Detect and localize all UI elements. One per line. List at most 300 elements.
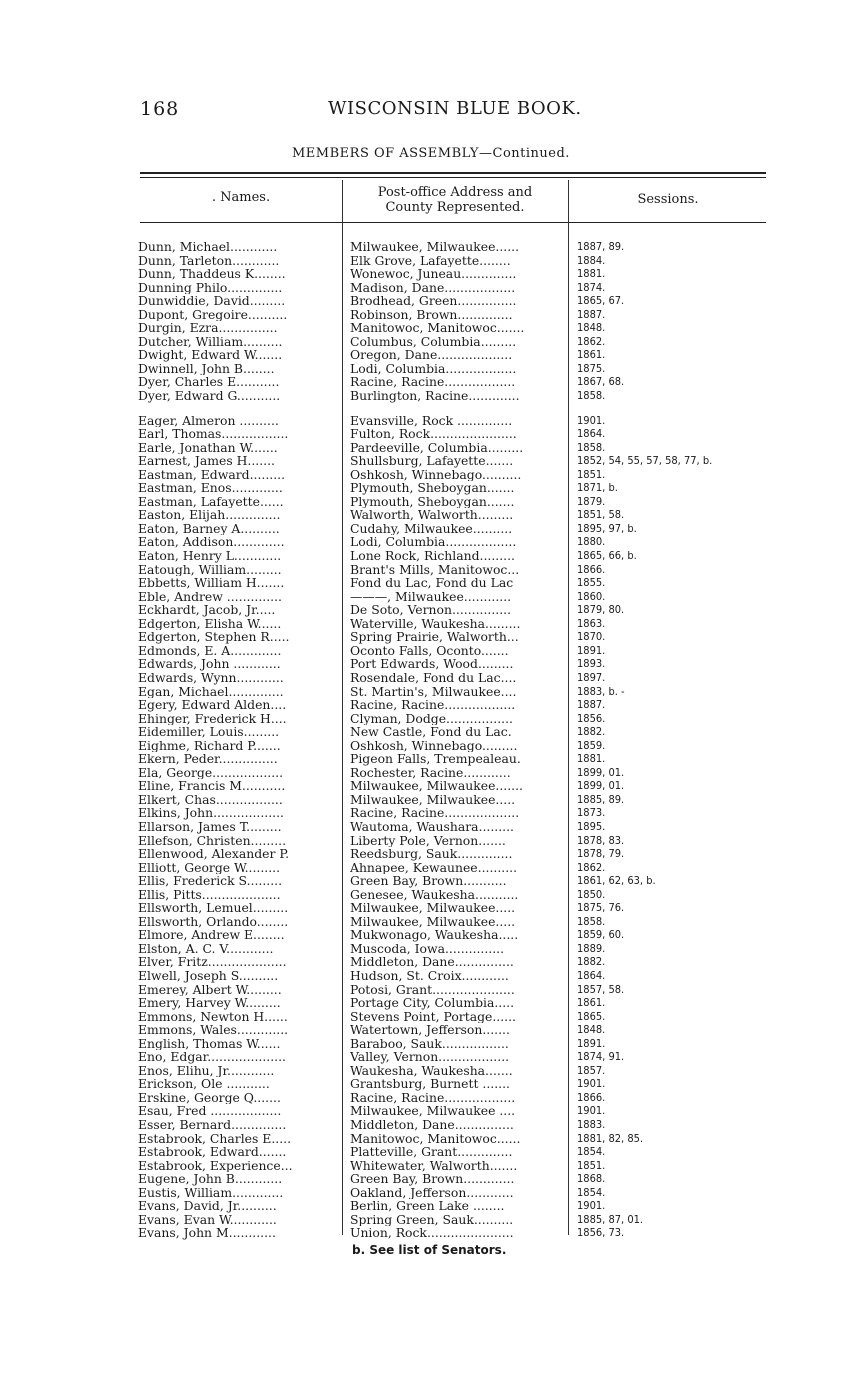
member-name: Estabrook, Experience... (138, 1158, 293, 1173)
member-sessions: 1881. (577, 267, 606, 281)
member-address: Valley, Vernon.................. (350, 1050, 510, 1064)
member-sessions: 1854. (577, 1185, 606, 1199)
table-row (0, 308, 859, 322)
member-name: Easton, Elijah.............. (138, 508, 281, 522)
member-address: Pigeon Falls, Trempealeau. (350, 752, 521, 766)
member-address: Genesee, Waukesha........... (350, 887, 519, 902)
table-row (0, 1077, 859, 1091)
table-row (0, 1023, 859, 1037)
member-name: Dutcher, William.......... (138, 334, 283, 349)
table-row (0, 752, 859, 766)
member-address: Clyman, Dodge................. (350, 711, 513, 726)
page-number: 168 (140, 98, 180, 120)
table-row (0, 294, 859, 308)
member-name: Dunwiddie, David......... (138, 294, 286, 308)
member-address: Potosi, Grant..................... (350, 982, 515, 997)
member-address: Milwaukee, Milwaukee..... (350, 792, 516, 807)
member-sessions: 1862. (577, 860, 606, 874)
table-row (0, 495, 859, 509)
table-row (0, 563, 859, 577)
member-sessions: 1881, 82, 85. (577, 1131, 644, 1145)
member-name: Eno, Edgar.................... (138, 1050, 286, 1064)
table-row (0, 1010, 859, 1024)
member-name: Ela, George.................. (138, 765, 284, 780)
member-name: Enos, Elihu, Jr............ (138, 1063, 275, 1078)
member-address: Plymouth, Sheboygan....... (350, 494, 515, 509)
member-address: Baraboo, Sauk................. (350, 1036, 509, 1051)
member-name: Ellis, Frederick S......... (138, 874, 283, 888)
table-row (0, 1064, 859, 1078)
member-sessions: 1851. (577, 1158, 606, 1172)
table-row (0, 414, 859, 428)
member-address: Stevens Point, Portage...... (350, 1009, 516, 1024)
member-sessions: 1865. (577, 1009, 606, 1023)
member-sessions: 1871, b. (577, 481, 618, 495)
member-name: Ellenwood, Alexander P. (138, 847, 290, 861)
member-sessions: 1859, 60. (577, 928, 625, 942)
member-sessions: 1861, 62, 63, b. (577, 874, 656, 888)
member-name: Elston, A. C. V............ (138, 941, 274, 956)
member-sessions: 1895, 97, b. (577, 521, 637, 535)
top-double-rule (140, 172, 766, 174)
member-address: Whitewater, Walworth....... (350, 1158, 518, 1173)
member-address: Cudahy, Milwaukee.......... (350, 521, 513, 536)
member-sessions: 1859. (577, 738, 606, 752)
member-sessions: 1854. (577, 1145, 606, 1159)
table-row (0, 1199, 859, 1213)
member-address: Liberty Pole, Vernon....... (350, 833, 506, 848)
member-name: Esser, Bernard.............. (138, 1118, 287, 1132)
member-address: Oregon, Dane................... (350, 348, 513, 362)
table-row (0, 1186, 859, 1200)
member-sessions: 1856. (577, 711, 606, 725)
member-address: Portage City, Columbia..... (350, 996, 515, 1010)
table-row (0, 820, 859, 834)
table-row (0, 549, 859, 563)
member-sessions: 1874, 91. (577, 1050, 625, 1064)
member-name: Egery, Edward Alden.... (138, 698, 287, 712)
table-row (0, 321, 859, 335)
table-row (0, 942, 859, 956)
member-address: Manitowoc, Manitowoc...... (350, 1131, 521, 1146)
member-name: Edgerton, Elisha W...... (138, 616, 282, 631)
table-row (0, 874, 859, 888)
member-address: Wautoma, Waushara......... (350, 819, 514, 834)
member-address: Fond du Lac, Fond du Lac (350, 576, 514, 590)
member-name: Ellarson, James T......... (138, 819, 282, 834)
member-name: Edwards, John ............ (138, 657, 281, 671)
member-sessions: 1883, b. - (577, 684, 625, 698)
member-sessions: 1860. (577, 589, 606, 603)
member-name: Elkert, Chas................. (138, 792, 283, 807)
table-row (0, 779, 859, 793)
member-name: Evans, John M............ (138, 1226, 276, 1240)
member-sessions: 1875, 76. (577, 901, 625, 915)
member-name: Ellis, Pitts.................... (138, 887, 281, 902)
footnote: b. See list of Senators. (352, 1243, 507, 1257)
member-name: Elver, Fritz.................... (138, 955, 287, 969)
table-row (0, 698, 859, 712)
member-group (0, 414, 859, 1240)
member-name: Eastman, Edward......... (138, 467, 286, 482)
table-row (0, 834, 859, 848)
member-name: Ekern, Peder............... (138, 752, 278, 766)
member-name: Earl, Thomas................. (138, 427, 289, 441)
member-sessions: 1901. (577, 1104, 606, 1118)
table-row (0, 766, 859, 780)
member-name: Emmons, Newton H...... (138, 1009, 288, 1024)
table-row (0, 983, 859, 997)
member-group (0, 240, 859, 403)
member-address: Plymouth, Sheboygan....... (350, 481, 515, 495)
member-name: Eckhardt, Jacob, Jr..... (138, 603, 276, 617)
member-name: Dunn, Michael............ (138, 240, 278, 254)
member-name: Eugene, John B............ (138, 1172, 283, 1186)
member-sessions: 1887. (577, 698, 606, 712)
member-address: Grantsburg, Burnett ....... (350, 1077, 510, 1091)
member-sessions: 1851, 58. (577, 508, 625, 522)
member-address: Elk Grove, Lafayette........ (350, 253, 511, 268)
member-sessions: 1861. (577, 996, 606, 1010)
member-address: Port Edwards, Wood......... (350, 657, 514, 671)
member-address: Middleton, Dane............... (350, 955, 514, 969)
member-sessions: 1875. (577, 361, 606, 375)
member-sessions: 1882. (577, 955, 606, 969)
table-row (0, 1145, 859, 1159)
member-name: Eidemiller, Louis......... (138, 725, 280, 739)
table-row (0, 335, 859, 349)
member-address: Walworth, Walworth......... (350, 508, 514, 522)
member-address: Racine, Racine.................. (350, 698, 516, 712)
table-row (0, 725, 859, 739)
table-row (0, 955, 859, 969)
member-address: Green Bay, Brown........... (350, 874, 507, 888)
member-name: Ehinger, Frederick H.... (138, 711, 287, 726)
member-name: Eastman, Lafayette...... (138, 494, 284, 509)
member-sessions: 1889. (577, 941, 606, 955)
member-name: Dwinnell, John B........ (138, 361, 275, 376)
member-name: Eline, Francis M........... (138, 779, 286, 793)
member-name: Eaton, Henry L............ (138, 549, 282, 563)
column-header-address-line2: County Represented. (385, 200, 525, 215)
member-sessions: 1901. (577, 413, 606, 427)
member-sessions: 1873. (577, 806, 606, 820)
members-table (0, 240, 859, 1251)
member-address: Oshkosh, Winnebago......... (350, 738, 518, 753)
member-sessions: 1865, 67. (577, 294, 625, 308)
header-bottom-rule (140, 222, 766, 223)
member-name: Earnest, James H....... (138, 454, 275, 468)
member-sessions: 1897. (577, 670, 606, 684)
member-address: Rochester, Racine............ (350, 765, 511, 780)
table-row (0, 617, 859, 631)
table-row (0, 590, 859, 604)
member-name: Dunn, Tarleton............ (138, 253, 280, 268)
member-address: Milwaukee, Milwaukee..... (350, 914, 516, 929)
member-sessions: 1863. (577, 616, 606, 630)
member-name: Erickson, Ole ........... (138, 1077, 270, 1091)
table-row (0, 915, 859, 929)
member-address: Waterville, Waukesha......... (350, 616, 521, 631)
column-header-address-line1: Post-office Address and (377, 185, 533, 200)
member-sessions: 1891. (577, 643, 606, 657)
member-name: English, Thomas W...... (138, 1036, 281, 1051)
member-name: Dunning Philo.............. (138, 280, 283, 295)
member-sessions: 1866. (577, 1090, 606, 1104)
member-address: Reedsburg, Sauk.............. (350, 847, 513, 861)
member-sessions: 1879, 80. (577, 603, 625, 617)
member-name: Esau, Fred .................. (138, 1104, 282, 1118)
member-name: Egan, Michael.............. (138, 684, 284, 699)
member-address: Evansville, Rock .............. (350, 413, 513, 428)
member-name: Elmore, Andrew E........ (138, 928, 285, 942)
member-name: Durgin, Ezra............... (138, 321, 278, 335)
member-address: Oconto Falls, Oconto....... (350, 643, 509, 658)
table-row (0, 685, 859, 699)
member-name: Ellefson, Christen......... (138, 833, 287, 848)
member-address: Rosendale, Fond du Lac.... (350, 670, 517, 685)
column-header-address (344, 185, 566, 215)
member-name: Elwell, Joseph S.......... (138, 968, 279, 983)
member-address: Madison, Dane.................. (350, 280, 516, 295)
member-sessions: 1848. (577, 1023, 606, 1037)
member-name: Eighme, Richard P....... (138, 738, 281, 753)
member-name: Evans, Evan W............ (138, 1212, 277, 1227)
member-address: Middleton, Dane............... (350, 1118, 514, 1132)
member-address: Racine, Racine.................. (350, 1090, 516, 1105)
member-sessions: 1848. (577, 321, 606, 335)
member-address: Columbus, Columbia......... (350, 334, 517, 349)
member-address: Waukesha, Waukesha....... (350, 1063, 513, 1078)
table-row (0, 793, 859, 807)
member-address: Milwaukee, Milwaukee .... (350, 1104, 516, 1118)
member-name: Eager, Almeron .......... (138, 413, 279, 428)
member-name: Estabrook, Edward....... (138, 1145, 287, 1159)
member-sessions: 1878, 83. (577, 833, 625, 847)
member-name: Evans, David, Jr.......... (138, 1199, 277, 1213)
member-address: Watertown, Jefferson....... (350, 1023, 510, 1037)
table-row (0, 996, 859, 1010)
member-name: Earle, Jonathan W....... (138, 440, 278, 455)
table-row (0, 928, 859, 942)
member-address: Lodi, Columbia.................. (350, 535, 517, 550)
member-sessions: 1884. (577, 253, 606, 267)
member-address: Racine, Racine................... (350, 806, 520, 820)
member-name: Eastman, Enos............. (138, 481, 283, 495)
member-name: Ellsworth, Orlando........ (138, 914, 289, 929)
member-sessions: 1899, 01. (577, 779, 625, 793)
member-address: Brant's Mills, Manitowoc... (350, 562, 520, 577)
member-sessions: 1874. (577, 280, 606, 294)
table-row (0, 468, 859, 482)
member-sessions: 1850. (577, 887, 606, 901)
member-address: Berlin, Green Lake ........ (350, 1199, 505, 1213)
member-address: Hudson, St. Croix............ (350, 968, 509, 983)
table-row (0, 1104, 859, 1118)
member-sessions: 1901. (577, 1199, 606, 1213)
table-row (0, 657, 859, 671)
table-row (0, 362, 859, 376)
member-sessions: 1878, 79. (577, 847, 625, 861)
member-sessions: 1870. (577, 630, 606, 644)
member-name: Dupont, Gregoire.......... (138, 307, 288, 322)
member-sessions: 1883. (577, 1118, 606, 1131)
member-address: Spring Green, Sauk.......... (350, 1212, 514, 1227)
table-row (0, 1159, 859, 1173)
member-address: Lodi, Columbia.................. (350, 361, 517, 376)
member-name: Estabrook, Charles E..... (138, 1131, 292, 1146)
member-sessions: 1879. (577, 494, 606, 508)
member-name: Eatough, William......... (138, 562, 282, 577)
member-sessions: 1882. (577, 725, 606, 739)
member-address: Lone Rock, Richland......... (350, 549, 515, 563)
table-row (0, 1091, 859, 1105)
member-sessions: 1861. (577, 348, 606, 362)
member-name: Dyer, Charles E........... (138, 375, 280, 390)
table-row (0, 254, 859, 268)
member-name: Ebbetts, William H....... (138, 576, 285, 590)
column-header-sessions: Sessions. (637, 192, 699, 207)
member-name: Emery, Harvey W......... (138, 996, 281, 1010)
member-sessions: 1880. (577, 535, 606, 549)
member-address: Robinson, Brown.............. (350, 307, 513, 322)
member-sessions: 1895. (577, 819, 606, 833)
table-row (0, 1037, 859, 1051)
member-sessions: 1887. (577, 307, 606, 321)
table-row (0, 240, 859, 254)
member-name: Edmonds, E. A............. (138, 643, 282, 658)
member-sessions: 1856, 73. (577, 1226, 625, 1240)
member-sessions: 1857. (577, 1063, 606, 1077)
column-header-names: . Names. (211, 190, 271, 205)
member-address: Milwaukee, Milwaukee....... (350, 779, 523, 793)
member-address: Green Bay, Brown............. (350, 1172, 515, 1186)
member-sessions: 1866. (577, 562, 606, 576)
member-sessions: 1858. (577, 389, 606, 403)
member-address: Oshkosh, Winnebago.......... (350, 467, 522, 482)
member-sessions: 1851. (577, 467, 606, 481)
table-row (0, 969, 859, 983)
table-row (0, 712, 859, 726)
member-address: Ahnapee, Kewaunee.......... (350, 860, 518, 875)
member-name: Edwards, Wynn............ (138, 670, 284, 685)
member-address: Milwaukee, Milwaukee..... (350, 901, 516, 915)
table-row (0, 630, 859, 644)
table-row (0, 508, 859, 522)
table-row (0, 454, 859, 468)
member-name: Elliott, George W......... (138, 860, 281, 875)
table-row (0, 1118, 859, 1132)
member-name: Eaton, Addison............. (138, 535, 285, 550)
table-row (0, 739, 859, 753)
member-sessions: 1865, 66, b. (577, 549, 637, 563)
member-address: Muscoda, Iowa............... (350, 941, 505, 956)
member-name: Emerey, Albert W......... (138, 982, 282, 997)
table-row (0, 576, 859, 590)
table-row (0, 441, 859, 455)
member-address: Union, Rock...................... (350, 1226, 514, 1240)
page-title: WISCONSIN BLUE BOOK. (328, 98, 582, 119)
member-address: St. Martin's, Milwaukee.... (350, 684, 517, 699)
member-address: Brodhead, Green............... (350, 294, 517, 308)
member-sessions: 1899, 01. (577, 765, 625, 779)
table-row (0, 1050, 859, 1064)
member-sessions: 1887, 89. (577, 240, 625, 253)
member-sessions: 1862. (577, 334, 606, 348)
member-address: Fulton, Rock...................... (350, 427, 517, 441)
member-name: Ellsworth, Lemuel......... (138, 901, 289, 915)
member-name: Edgerton, Stephen R..... (138, 630, 290, 644)
member-name: Emmons, Wales............. (138, 1023, 289, 1037)
table-row (0, 348, 859, 362)
table-row (0, 671, 859, 685)
member-sessions: 1885, 87, 01. (577, 1212, 644, 1226)
table-row (0, 1213, 859, 1227)
table-row (0, 481, 859, 495)
member-name: Dwight, Edward W....... (138, 348, 283, 362)
member-address: Oakland, Jefferson............ (350, 1185, 514, 1200)
member-address: Mukwonago, Waukesha..... (350, 928, 519, 942)
member-sessions: 1893. (577, 657, 606, 671)
member-name: Eble, Andrew .............. (138, 589, 282, 604)
member-address: De Soto, Vernon............... (350, 603, 512, 617)
table-row (0, 888, 859, 902)
member-name: Elkins, John.................. (138, 806, 284, 820)
table-row (0, 644, 859, 658)
table-row (0, 847, 859, 861)
member-sessions: 1852, 54, 55, 57, 58, 77, b. (577, 454, 713, 468)
member-address: New Castle, Fond du Lac. (350, 725, 512, 739)
member-sessions: 1858. (577, 914, 606, 928)
member-name: Eustis, William............. (138, 1185, 284, 1200)
table-row (0, 267, 859, 281)
member-name: Dyer, Edward G........... (138, 389, 281, 403)
table-row (0, 901, 859, 915)
table-row (0, 603, 859, 617)
table-row (0, 281, 859, 295)
member-sessions: 1858. (577, 440, 606, 454)
table-row (0, 522, 859, 536)
top-thin-rule (140, 177, 766, 178)
member-address: Shullsburg, Lafayette....... (350, 454, 514, 468)
table-row (0, 375, 859, 389)
table-row (0, 806, 859, 820)
table-row (0, 535, 859, 549)
member-name: Erskine, George Q....... (138, 1090, 281, 1105)
member-name: Dunn, Thaddeus K........ (138, 267, 286, 281)
member-sessions: 1901. (577, 1077, 606, 1091)
member-sessions: 1864. (577, 968, 606, 982)
member-address: Milwaukee, Milwaukee...... (350, 240, 520, 254)
member-address: Manitowoc, Manitowoc....... (350, 321, 525, 335)
table-row (0, 861, 859, 875)
member-address: ———, Milwaukee............ (350, 589, 512, 604)
section-subtitle: MEMBERS OF ASSEMBLY—Continued. (292, 146, 570, 161)
member-address: Spring Prairie, Walworth... (350, 630, 519, 644)
table-row (0, 389, 859, 403)
member-sessions: 1885, 89. (577, 792, 625, 806)
table-row (0, 1132, 859, 1146)
member-address: Burlington, Racine............. (350, 389, 520, 403)
member-address: Racine, Racine.................. (350, 375, 516, 390)
member-sessions: 1881. (577, 752, 606, 766)
member-name: Eaton, Barney A.......... (138, 521, 280, 536)
member-sessions: 1857, 58. (577, 982, 625, 996)
member-sessions: 1867, 68. (577, 375, 625, 389)
member-sessions: 1868. (577, 1172, 606, 1186)
member-sessions: 1864. (577, 427, 606, 441)
member-sessions: 1855. (577, 576, 606, 590)
